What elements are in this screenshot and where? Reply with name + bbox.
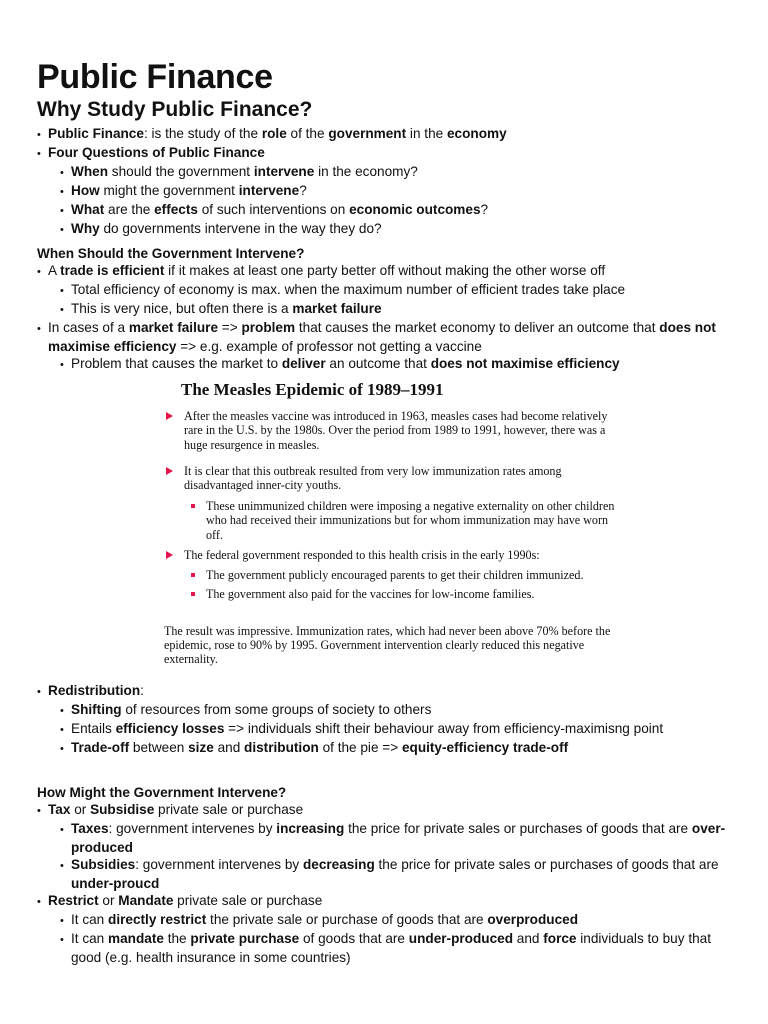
figure-bullet: It is clear that this outbreak resulted from very low immunization rates among disadvantaged inner-city youths. — [184, 464, 562, 493]
red-square-bullet-icon — [191, 573, 195, 577]
bold-text: When Should the Government Intervene? — [37, 246, 305, 261]
figure-title: The Measles Epidemic of 1989–1991 — [181, 380, 444, 399]
bold-text: increasing — [276, 821, 345, 836]
text-run: are the — [104, 202, 155, 217]
figure-sub-bullet: The government publicly encouraged parents to get their children immunized. — [206, 568, 584, 582]
how-intervene-section — [37, 784, 737, 966]
text-run: This is very nice, but often there is a — [71, 301, 293, 316]
text-run: : is the study of the — [143, 126, 262, 141]
sub-bullet-item — [37, 182, 737, 201]
text-run: of the pie => — [318, 740, 402, 755]
intro-list — [37, 125, 737, 239]
bold-text: intervene — [238, 183, 300, 198]
text-run: : government intervenes by — [135, 857, 303, 872]
text-run: and — [213, 740, 245, 755]
bold-text: Restrict — [48, 893, 99, 908]
text-run: private sale or purchase — [154, 802, 304, 817]
bold-text: intervene — [253, 164, 315, 179]
text-run: do governments intervene in the way they do? — [99, 221, 382, 236]
bold-text: decreasing — [302, 857, 375, 872]
text-run: : government intervenes by — [108, 821, 277, 836]
sub-bullet-item — [37, 355, 737, 374]
text-run: => individuals shift their behaviour away from efficiency-maximisng point — [224, 721, 664, 736]
bold-text: under-produced — [408, 931, 513, 946]
bold-text: Subsidise — [90, 802, 155, 817]
bullet-item — [37, 892, 737, 911]
sub-bullet-item — [37, 201, 737, 220]
text-run: the — [163, 931, 191, 946]
bold-text: does not maximise efficiency — [48, 320, 716, 354]
bold-text: trade is efficient — [60, 263, 165, 278]
red-square-bullet-icon — [191, 504, 195, 508]
bold-text: When — [71, 164, 108, 179]
text-run: A — [48, 263, 61, 278]
text-run: and — [513, 931, 544, 946]
bold-text: does not maximise efficiency — [430, 356, 620, 371]
text-run: an outcome that — [325, 356, 431, 371]
bold-text: How Might the Government Intervene? — [37, 785, 287, 800]
text-run: that causes the market economy to deliver an outcome that — [295, 320, 660, 335]
text-run: of goods that are — [299, 931, 409, 946]
sub-bullet-item — [37, 739, 737, 758]
bullet-item — [37, 319, 737, 355]
bold-text: What — [71, 202, 105, 217]
bullet-item — [37, 125, 737, 144]
bold-text: under-proucd — [71, 876, 160, 891]
bold-text: effects — [154, 202, 198, 217]
text-run: In cases of a — [48, 320, 129, 335]
text-run: Total efficiency of economy is max. when the maximum number of efficient trades take place — [71, 282, 626, 297]
text-run: should the government — [108, 164, 254, 179]
bold-text: problem — [241, 320, 296, 335]
text-run: => — [218, 320, 242, 335]
text-run: between — [129, 740, 189, 755]
text-run: if it makes at least one party better off without making the other worse off — [164, 263, 606, 278]
text-run: : — [140, 683, 144, 698]
bold-text: efficiency losses — [115, 721, 225, 736]
text-run: of the — [286, 126, 329, 141]
bullet-item — [37, 144, 737, 163]
sub-bullet-item — [37, 701, 737, 720]
bold-text: Redistribution — [48, 683, 141, 698]
red-square-bullet-icon — [191, 592, 195, 596]
bold-text: Mandate — [118, 893, 174, 908]
bold-text: equity-efficiency trade-off — [401, 740, 569, 755]
page-title: Public Finance — [37, 58, 273, 96]
section-heading — [37, 784, 737, 801]
sub-bullet-item — [37, 720, 737, 739]
bold-text: size — [188, 740, 214, 755]
sub-bullet-item — [37, 220, 737, 239]
text-run: private sale or purchase — [173, 893, 323, 908]
text-run: or — [70, 802, 91, 817]
bold-text: distribution — [244, 740, 319, 755]
text-run: individuals to buy that good (e.g. health insurance in some countries) — [71, 931, 711, 965]
text-run: ? — [299, 183, 307, 198]
figure-bullet: The federal government responded to this health crisis in the early 1990s: — [184, 548, 540, 562]
bold-text: economic outcomes — [349, 202, 481, 217]
bold-text: deliver — [281, 356, 326, 371]
bold-text: directly restrict — [108, 912, 207, 927]
bold-text: over-produced — [71, 821, 726, 855]
bold-text: mandate — [108, 931, 164, 946]
text-run: of resources from some groups of society to others — [121, 702, 432, 717]
text-run: It can — [71, 912, 109, 927]
bold-text: force — [543, 931, 577, 946]
when-intervene-section — [37, 245, 737, 374]
text-run: in the — [406, 126, 447, 141]
sub-bullet-item — [37, 930, 737, 966]
bold-text: market failure — [292, 301, 382, 316]
text-run: Entails — [71, 721, 116, 736]
figure-result-text: The result was impressive. Immunization rates, which had never been above 70% before the epidemic, rose to 90% by 1995. Government intervention clearly reduced this negative externality. — [164, 624, 611, 666]
bold-text: economy — [446, 126, 507, 141]
bold-text: overproduced — [487, 912, 579, 927]
figure-bullet: After the measles vaccine was introduced in 1963, measles cases had become relatively rare in the U.S. by the 1980s. Over the period from 1989 to 1991, however, there was a huge resurgence in measles. — [184, 409, 608, 452]
bold-text: How — [71, 183, 100, 198]
text-run: the price for private sales or purchases of goods that are — [344, 821, 692, 836]
red-triangle-bullet-icon — [166, 551, 173, 559]
bold-text: Four Questions of Public Finance — [48, 145, 265, 160]
bold-text: Trade-off — [71, 740, 130, 755]
red-triangle-bullet-icon — [166, 467, 173, 475]
bold-text: Why — [71, 221, 100, 236]
sub-bullet-item — [37, 856, 737, 892]
figure-sub-bullet: The government also paid for the vaccines for low-income families. — [206, 587, 535, 601]
text-run: It can — [71, 931, 109, 946]
text-run: the price for private sales or purchases of goods that are — [374, 857, 719, 872]
bullet-item — [37, 682, 737, 701]
text-run: might the government — [99, 183, 239, 198]
text-run: ? — [480, 202, 489, 217]
text-run: of such interventions on — [197, 202, 350, 217]
section-heading — [37, 245, 737, 262]
bold-text: government — [328, 126, 407, 141]
bullet-item — [37, 262, 737, 281]
sub-bullet-item — [37, 820, 737, 856]
bullet-item — [37, 801, 737, 820]
figure-sub-bullet: These unimmunized children were imposing a negative externality on other children who had received their immunizations but for whom immunization may have worn off. — [206, 499, 615, 542]
sub-bullet-item — [37, 281, 737, 300]
bold-text: Shifting — [71, 702, 122, 717]
bold-text: role — [261, 126, 287, 141]
red-triangle-bullet-icon — [166, 412, 173, 420]
text-run: => e.g. example of professor not getting a vaccine — [176, 339, 482, 354]
bold-text: private purchase — [190, 931, 300, 946]
redistribution-section — [37, 682, 737, 758]
bold-text: Taxes — [71, 821, 109, 836]
sub-bullet-item — [37, 163, 737, 182]
text-run: in the economy? — [314, 164, 418, 179]
bold-text: market failure — [128, 320, 219, 335]
measles-figure — [160, 375, 628, 670]
sub-bullet-item — [37, 300, 737, 319]
sub-bullet-item — [37, 911, 737, 930]
text-run: the private sale or purchase of goods that are — [206, 912, 488, 927]
bold-text: Subsidies — [71, 857, 136, 872]
section-heading-why-study: Why Study Public Finance? — [37, 98, 313, 121]
text-run: or — [98, 893, 119, 908]
bold-text: Public Finance — [48, 126, 144, 141]
text-run: Problem that causes the market to — [71, 356, 282, 371]
bold-text: Tax — [48, 802, 71, 817]
